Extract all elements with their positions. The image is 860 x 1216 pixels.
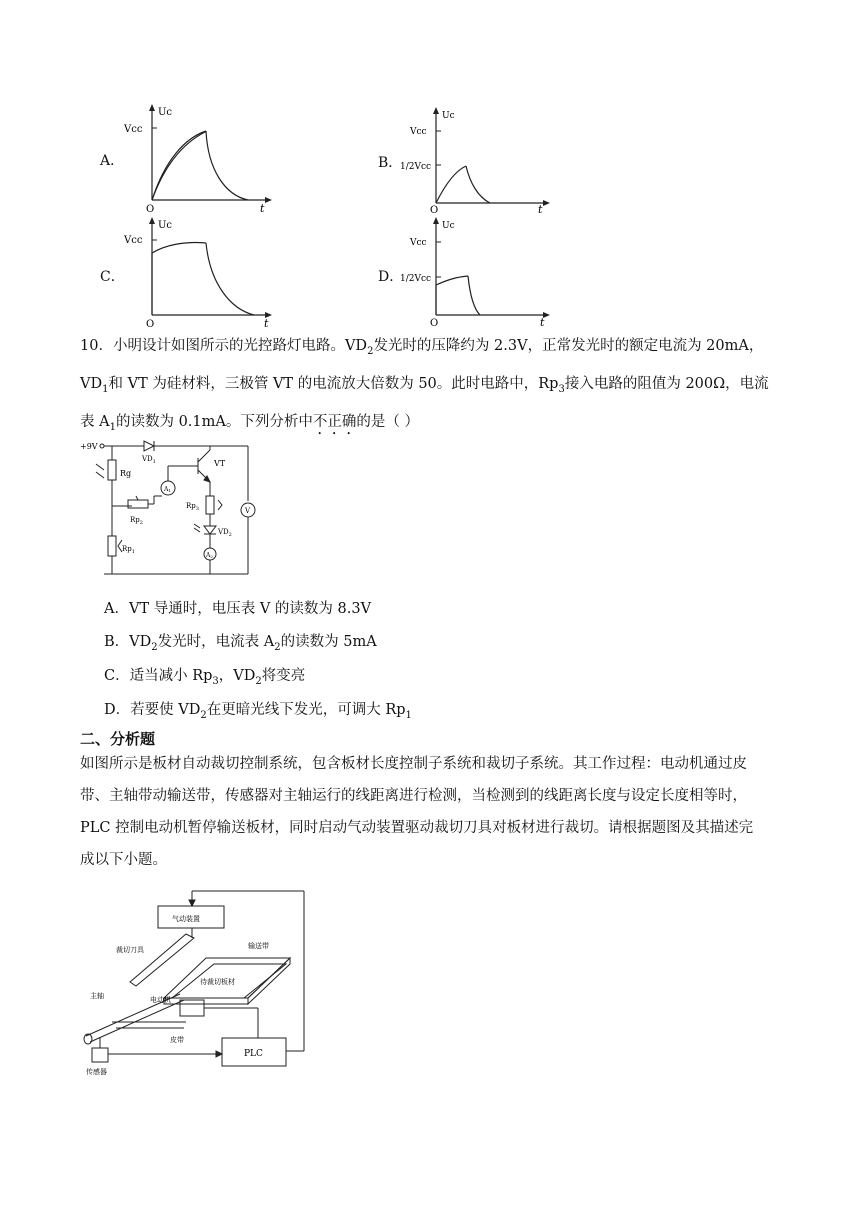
emphasis-not-correct: 不正确 bbox=[312, 413, 357, 430]
svg-text:Vcc: Vcc bbox=[410, 127, 427, 137]
svg-text:Uc: Uc bbox=[158, 220, 173, 231]
svg-text:Uc: Uc bbox=[442, 221, 455, 231]
svg-text:O: O bbox=[430, 318, 439, 329]
graph-b bbox=[400, 105, 560, 215]
svg-text:Rp1: $Rp_1$ bbox=[122, 545, 135, 555]
svg-text:t: t bbox=[540, 316, 545, 329]
svg-text:PLC: PLC bbox=[244, 1049, 263, 1059]
option-d-label: D． bbox=[378, 269, 404, 285]
svg-text:传感器: 传感器 bbox=[86, 1068, 107, 1076]
answer-option-b[interactable]: B．$VD_2$发光时，电流表 $A_2$的读数为 5mA bbox=[104, 634, 377, 653]
discharge-curve bbox=[206, 131, 248, 200]
svg-text:Vcc: Vcc bbox=[410, 238, 427, 248]
svg-text:O: O bbox=[430, 205, 439, 216]
svg-text:待裁切板材: 待裁切板材 bbox=[200, 978, 235, 986]
svg-text:Rg: Rg bbox=[120, 469, 132, 478]
svg-text:1/2Vcc: 1/2Vcc bbox=[400, 274, 432, 284]
svg-text:VD1: $VD_1$ bbox=[142, 455, 156, 465]
graph-a bbox=[124, 100, 280, 215]
svg-text:气动装置: 气动装置 bbox=[172, 915, 200, 923]
svg-text:输送带: 输送带 bbox=[248, 942, 269, 950]
option-b-label: B． bbox=[378, 155, 403, 171]
question-number: 10． bbox=[80, 338, 113, 354]
answer-option-a[interactable]: A．VT 导通时，电压表 V 的读数为 8.3V bbox=[104, 601, 372, 617]
vcc-label: Vcc bbox=[124, 124, 143, 135]
t-label: t bbox=[260, 202, 265, 215]
svg-text:Vcc: Vcc bbox=[124, 235, 143, 246]
svg-text:电动机: 电动机 bbox=[150, 996, 171, 1004]
graph-d bbox=[400, 215, 560, 330]
svg-text:裁切刀具: 裁切刀具 bbox=[116, 946, 144, 954]
y-axis-label: Uc bbox=[158, 107, 173, 118]
origin-label: O bbox=[146, 204, 155, 215]
answer-option-c[interactable]: C．适当减小 $Rp_3$，$VD_2$将变亮 bbox=[104, 668, 306, 687]
charge-curve bbox=[152, 131, 206, 200]
sensor-box bbox=[92, 1048, 108, 1062]
option-c-label: C． bbox=[100, 269, 125, 285]
graph-c bbox=[124, 213, 280, 331]
svg-text:Uc: Uc bbox=[442, 111, 455, 121]
option-a-label: A． bbox=[100, 153, 125, 169]
svg-text:t: t bbox=[538, 203, 543, 216]
svg-text:A2: A2 bbox=[206, 552, 213, 559]
svg-text:A1: A1 bbox=[164, 486, 171, 493]
circuit-diagram bbox=[76, 436, 266, 581]
svg-text:Rp3: $Rp_3$ bbox=[186, 502, 199, 512]
svg-text:皮带: 皮带 bbox=[170, 1036, 184, 1044]
svg-text:VT: VT bbox=[214, 459, 226, 468]
svg-text:VD2: $VD_2$ bbox=[218, 528, 232, 538]
svg-text:主轴: 主轴 bbox=[90, 992, 104, 1000]
svg-text:Rp2: $Rp_2$ bbox=[130, 516, 143, 526]
motor-box bbox=[180, 1000, 204, 1016]
section-title: 二、分析题 bbox=[80, 730, 156, 748]
section-description: 如图所示是板材自动裁切控制系统，包含板材长度控制子系统和裁切子系统。其工作过程：电动机通过皮 带、主轴带动输送带，传感器对主轴运行的线距离进行检测，当检测到的线距离长度与设定长度相等时， PLC 控制电动机暂停输送板材，同时启动气动装置驱动裁切刀具对板材进行裁切。请根据题图及其描述完 成以下小题。 bbox=[80, 756, 754, 868]
answer-option-d[interactable]: D．若要使 $VD_2$在更暗光线下发光，可调大 $Rp_1$ bbox=[104, 702, 412, 721]
svg-text:V: V bbox=[245, 507, 251, 515]
svg-text:O: O bbox=[146, 319, 155, 330]
svg-text:+9V: +9V bbox=[80, 442, 98, 451]
svg-text:t: t bbox=[264, 317, 269, 330]
cutting-system-diagram bbox=[76, 886, 316, 1076]
svg-text:1/2Vcc: 1/2Vcc bbox=[400, 162, 432, 172]
question-10: 10．小明设计如图所示的光控路灯电路。$VD_2$发光时的压降约为 2.3V，正常发光时的额定电流为 20mA， $VD_1$和 VT 为硅材料，三极管 VT 的电流放大倍数为 50。此时电路中，$Rp_3$接入电路的阻值为 200Ω，电流 表 $A_1$的读数为 0.1mA。下列分析中不正确的是（ ） bbox=[80, 338, 769, 433]
